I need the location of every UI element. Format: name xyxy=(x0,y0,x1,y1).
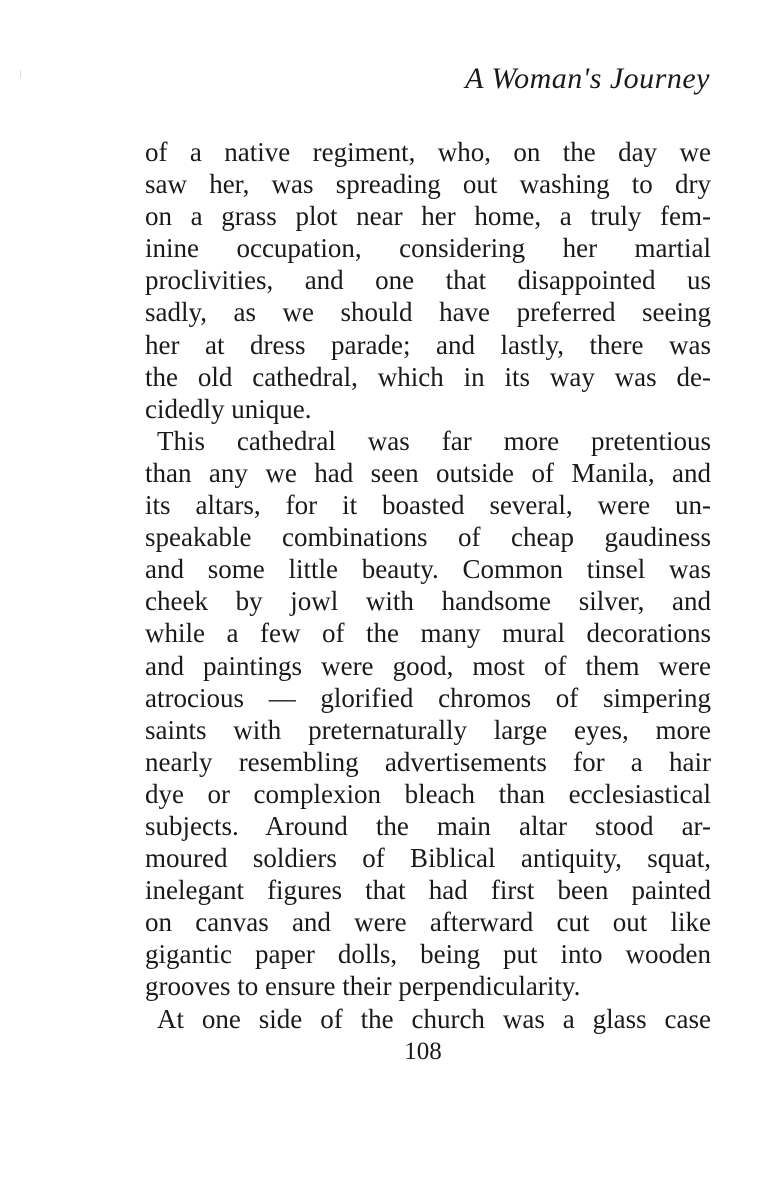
text-line: This cathedral was far more pretentious xyxy=(157,425,711,456)
paragraph xyxy=(145,425,711,1003)
text-line: than any we had seen outside of Manila, and xyxy=(145,457,711,488)
running-header: A Woman's Journey xyxy=(465,62,710,95)
text-line: subjects. Around the main altar stood ar- xyxy=(145,810,711,841)
paragraph xyxy=(145,1003,711,1035)
text-line: At one side of the church was a glass case xyxy=(157,1003,711,1034)
text-line: inelegant figures that had first been painted xyxy=(145,875,711,906)
text-line: the old cathedral, which in its way was de- xyxy=(145,361,711,392)
paragraph xyxy=(145,136,711,425)
text-line: on canvas and were afterward cut out like xyxy=(145,907,711,938)
text-line: cheek by jowl with handsome silver, and xyxy=(145,586,711,617)
scan-margin-mark xyxy=(20,70,21,78)
text-line: while a few of the many mural decorations xyxy=(145,618,711,649)
text-line: dye or complexion bleach than ecclesiastical xyxy=(145,778,711,809)
text-line: speakable combinations of cheap gaudiness xyxy=(145,522,711,553)
text-line: moured soldiers of Biblical antiquity, squat, xyxy=(145,843,711,874)
text-line: of a native regiment, who, on the day we xyxy=(145,137,711,167)
page-number: 108 xyxy=(404,1038,442,1065)
text-line: nearly resembling advertisements for a hair xyxy=(145,746,711,777)
text-line: gigantic paper dolls, being put into wooden xyxy=(145,939,711,970)
text-line: proclivities, and one that disappointed us xyxy=(145,265,711,296)
text-line: its altars, for it boasted several, were un- xyxy=(145,490,711,521)
text-line: her at dress parade; and lastly, there was xyxy=(145,329,711,360)
body-text xyxy=(145,136,711,1035)
text-line: on a grass plot near her home, a truly fem- xyxy=(145,201,711,232)
text-line: saw her, was spreading out washing to dry xyxy=(145,169,711,200)
text-line: and paintings were good, most of them were xyxy=(145,650,711,681)
text-line: and some little beauty. Common tinsel was xyxy=(145,554,711,585)
text-line: cidedly unique. xyxy=(145,393,312,424)
text-line: atrocious — glorified chromos of simpering xyxy=(145,682,711,713)
text-line: grooves to ensure their perpendicularity. xyxy=(145,971,581,1002)
text-line: saints with preternaturally large eyes, more xyxy=(145,714,711,745)
text-line: inine occupation, considering her martial xyxy=(145,233,711,264)
text-line: sadly, as we should have preferred seeing xyxy=(145,297,711,328)
